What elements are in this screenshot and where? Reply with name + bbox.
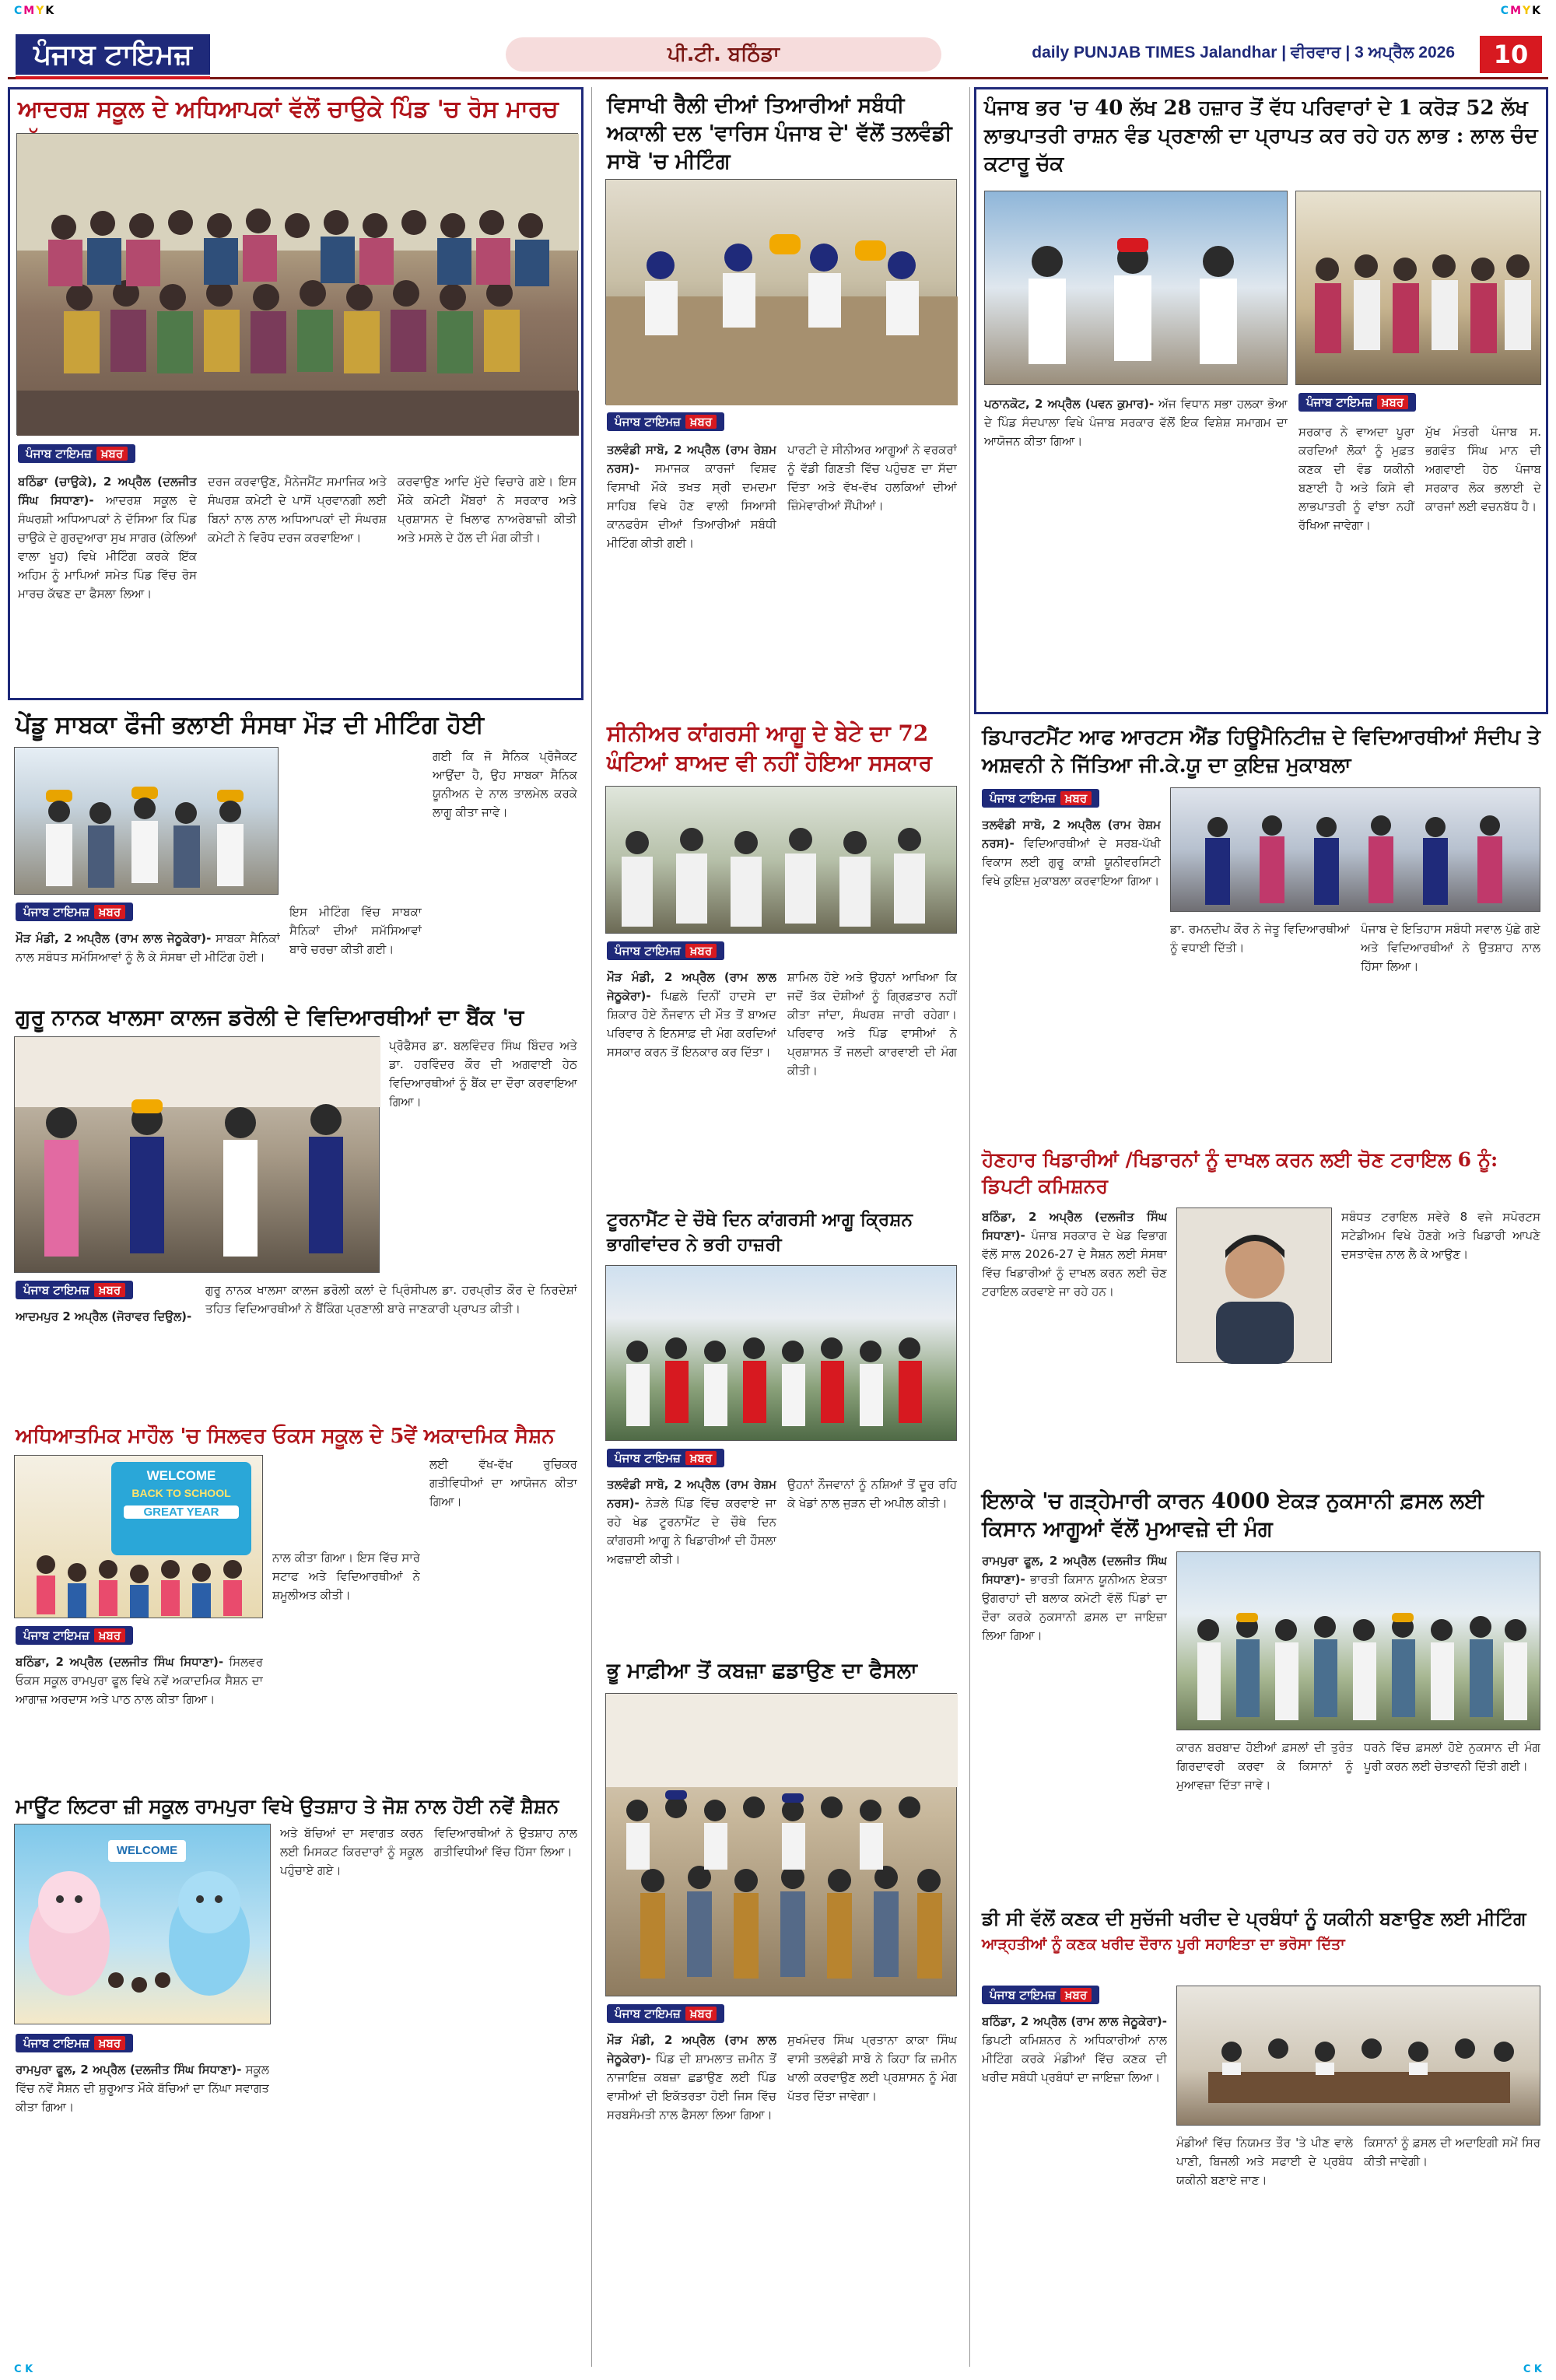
article-columns [607,1475,957,1642]
article-land-mafia [599,1651,965,2367]
article-headline: ਪੰਜਾਬ ਭਰ 'ਚ 40 ਲੱਖ 28 ਹਜ਼ਾਰ ਤੋਂ ਵੱਧ ਪਰਿਵਾਰਾਂ ਦੇ 1 ਕਰੋੜ 52 ਲੱਖ ਲਾਭਪਾਤਰੀ ਰਾਸ਼ਨ ਵੰਡ ਪ੍ਰਣਾਲੀ ਦਾ ਪ੍ਰਾਪਤ ਕਰ ਰਹੇ ਹਨ ਲਾਭ : ਲਾਲ ਚੰਦ ਕਟਾਰੂ ਚੱਕ [984,96,1538,176]
article-text-col1 [982,1551,1167,1891]
newspaper-logo: ਪੰਜਾਬ ਟਾਇਮਜ਼ [16,34,210,75]
column-divider [591,87,592,2367]
tag-label: ਪੰਜਾਬ ਟਾਇਮਜ਼ [23,2036,89,2050]
article-headline: ਪੇਂਡੂ ਸਾਬਕਾ ਫੌਜੀ ਭਲਾਈ ਸੰਸਥਾ ਮੌੜ ਦੀ ਮੀਟਿੰਗ ਹੋਈ [16,711,485,739]
dc-meeting-photo [1176,1986,1540,2126]
article-bank-training-visit [8,997,584,1414]
tag-kind: ਖ਼ਬਰ [1060,791,1092,805]
school-mascots-photo [14,1824,271,2024]
officials-illustration [985,191,1288,386]
article-headline: ਟੂਰਨਾਮੈਂਟ ਦੇ ਚੌਥੇ ਦਿਨ ਕਾਂਗਰਸੀ ਆਗੂ ਕ੍ਰਿਸ਼ਨ ਭਾਗੀਵਾਂਦਰ ਨੇ ਭਰੀ ਹਾਜ਼ਰੀ [607,1209,913,1255]
article-text: ਸਾਬਕਾ ਸੈਨਿਕਾਂ ਨਾਲ ਸਬੰਧਤ ਸਮੱਸਿਆਵਾਂ ਨੂੰ ਲੈ ਕੇ ਸੰਸਥਾ ਦੀ ਮੀਟਿੰਗ ਹੋਈ। [16,931,280,964]
tag-kind: ਖ਼ਬਰ [94,1628,125,1642]
article-text-col3: ਵਿਦਿਆਰਥੀਆਂ ਨੇ ਉਤਸ਼ਾਹ ਨਾਲ ਗਤੀਵਿਧੀਆਂ ਵਿੱਚ ਹਿੱਸਾ ਲਿਆ। [434,1826,577,1859]
village-meeting-photo [605,1693,957,1996]
news-tag [607,412,724,431]
article-columns [1176,1738,1540,1891]
tag-label: ਪੰਜਾਬ ਟਾਇਮਜ਼ [23,1283,89,1297]
article-text-col3: ਲਈ ਵੱਖ-ਵੱਖ ਰੁਚਿਕਰ ਗਤੀਵਿਧੀਆਂ ਦਾ ਆਯੋਜਨ ਕੀਤਾ ਗਿਆ। [429,1457,577,1509]
article-text-col1 [982,815,1161,1127]
article-text-col3: ਮੁੱਖ ਮੰਤਰੀ ਪੰਜਾਬ ਸ. ਭਗਵੰਤ ਸਿੰਘ ਮਾਨ ਦੀ ਅਗਵਾਈ ਹੇਠ ਪੰਜਾਬ ਸਰਕਾਰ ਲੋਕ ਭਲਾਈ ਦੇ ਕਾਰਜਾਂ ਲਈ ਵਚਨਬੱਧ ਹੈ। [1425,425,1541,514]
article-text-col2 [787,968,957,1194]
article-columns [607,968,957,1194]
article-tournament-congress [599,1203,965,1646]
article-text-col1 [607,1475,776,1642]
news-tag [1298,393,1416,412]
article-text: ਵਿਦਿਆਰਥੀਆਂ ਦੇ ਸਰਬ-ਪੱਖੀ ਵਿਕਾਸ ਲਈ ਗੁਰੂ ਕਾਸ਼ੀ ਯੂਨੀਵਰਸਿਟੀ ਵਿਖੇ ਕੁਇਜ਼ ਮੁਕਾਬਲਾ ਕਰਵਾਇਆ ਗਿਆ। [982,836,1161,888]
article-text: ਨੇੜਲੇ ਪਿੰਡ ਵਿੱਚ ਕਰਵਾਏ ਜਾ ਰਹੇ ਖੇਡ ਟੂਰਨਾਮੈਂਟ ਦੇ ਚੌਥੇ ਦਿਨ ਕਾਂਗਰਸੀ ਆਗੂ ਨੇ ਖਿਡਾਰੀਆਂ ਦੀ ਹੌਸਲਾ ਅਫਜ਼ਾਈ ਕੀਤੀ। [607,1496,776,1566]
article-dateline: ਬਠਿੰਡਾ, 2 ਅਪ੍ਰੈਲ (ਰਾਮ ਲਾਲ ਜੇਠੂਕੇਰਾ)- [982,2014,1167,2028]
article-text-col1 [982,1208,1167,1472]
article-text-col1 [607,968,776,1194]
article-text-col1 [16,929,280,988]
article-text: ਪੰਜਾਬ ਸਰਕਾਰ ਦੇ ਖੇਡ ਵਿਭਾਗ ਵੱਲੋਂ ਸਾਲ 2026-27 ਦੇ ਸੈਸ਼ਨ ਲਈ ਸੰਸਥਾ ਵਿੱਚ ਖਿਡਾਰੀਆਂ ਨੂੰ ਦਾਖਲ ਕਰਨ ਲਈ ਚੋਣ ਟਰਾਇਲ ਕਰਵਾਏ ਜਾ ਰਹੇ ਹਨ। [982,1229,1167,1299]
article-headline: ਇਲਾਕੇ 'ਚ ਗੜ੍ਹੇਮਾਰੀ ਕਾਰਨ 4000 ਏਕੜ ਨੁਕਸਾਨੀ ਫ਼ਸਲ ਲਈ ਕਿਸਾਨ ਆਗੂਆਂ ਵੱਲੋਂ ਮੁਆਵਜ਼ੇ ਦੀ ਮੰਗ [982,1489,1484,1541]
banner-great-year-text: GREAT YEAR [124,1505,239,1519]
event-photo-crowd [1295,191,1541,385]
article-dateline: ਰਾਮਪੁਰਾ ਫੂਲ, 2 ਅਪ੍ਰੈਲ (ਦਲਜੀਤ ਸਿੰਘ ਸਿਧਾਣਾ)- [982,1554,1167,1586]
news-tag [607,941,724,960]
news-tag [607,1449,724,1467]
tag-kind: ਖ਼ਬਰ [685,415,717,429]
conference-room-illustration [1177,1986,1541,2126]
ex-servicemen-illustration [15,748,279,896]
tag-kind: ਖ਼ਬਰ [94,2036,125,2050]
article-headline: ਆਦਰਸ਼ ਸਕੂਲ ਦੇ ਅਧਿਆਪਕਾਂ ਵੱਲੋਂ ਚਾਉਕੇ ਪਿੰਡ 'ਚ ਰੋਸ ਮਾਰਚ [18,96,559,123]
article-dateline: ਤਲਵੰਡੀ ਸਾਬੋ, 2 ਅਪ੍ਰੈਲ (ਰਾਮ ਰੇਸ਼ਮ ਨਰਸ)- [607,443,776,475]
news-tag [982,789,1099,808]
crowd-illustration [1296,191,1542,386]
tag-kind: ਖ਼ਬਰ [94,905,125,919]
tag-kind: ਖ਼ਬਰ [1060,1988,1092,2002]
village-meeting-illustration [606,1694,958,1997]
article-congress-leader-son [599,714,965,1197]
section-title: ਪੀ.ਟੀ. ਬਠਿੰਡਾ [506,37,941,72]
article-columns [1170,920,1540,1130]
article-text-col2: ਦਰਜ ਕਰਵਾਉਣ, ਮੈਨੇਜਮੈਂਟ ਸਮਾਜਿਕ ਅਤੇ ਸੰਘਰਸ਼ ਕਮੇਟੀ ਦੇ ਪਾਸੋਂ ਪ੍ਰਵਾਨਗੀ ਲਈ ਬਿਨਾਂ ਨਾਲ ਨਾਲ ਅਧਿਆਪਕਾਂ ਦੀ ਸੰਘਰਸ਼ ਕਮੇਟੀ ਨੇ ਵਿਰੋਧ ਦਰਜ ਕਰਵਾਇਆ। [208,475,387,545]
tag-label: ਪੰਜਾਬ ਟਾਇਮਜ਼ [23,905,89,919]
news-tag [16,1626,133,1645]
article-headline: ਵਿਸਾਖੀ ਰੈਲੀ ਦੀਆਂ ਤਿਆਰੀਆਂ ਸਬੰਧੀ ਅਕਾਲੀ ਦਲ 'ਵਾਰਿਸ ਪੰਜਾਬ ਦੇ' ਵੱਲੋਂ ਤਲਵੰਡੀ ਸਾਬੋ 'ਚ ਮੀਟਿੰਗ [607,93,952,174]
article-headline: ਭੂ ਮਾਫ਼ੀਆ ਤੋਂ ਕਬਜ਼ਾ ਛਡਾਉਣ ਦਾ ਫੈਸਲਾ [607,1659,917,1683]
article-wheat-procurement-meeting [974,1902,1548,2367]
gathering-illustration [606,787,958,934]
article-text-col2: ਨਾਲ ਕੀਤਾ ਗਿਆ। ਇਸ ਵਿੱਚ ਸਾਰੇ ਸਟਾਫ ਅਤੇ ਵਿਦਿਆਰਥੀਆਂ ਨੇ ਸ਼ਮੂਲੀਅਤ ਕੀਤੀ। [272,1551,420,1602]
article-text: ਪਿਛਲੇ ਦਿਨੀਂ ਹਾਦਸੇ ਦਾ ਸ਼ਿਕਾਰ ਹੋਏ ਨੌਜਵਾਨ ਦੀ ਮੌਤ ਤੋਂ ਬਾਅਦ ਪਰਿਵਾਰ ਨੇ ਇਨਸਾਫ਼ ਦੀ ਮੰਗ ਕਰਦਿਆਂ ਸਸਕਾਰ ਕਰਨ ਤੋਂ ਇਨਕਾਰ ਕਰ ਦਿੱਤਾ। [607,989,776,1059]
article-gku-quiz [974,719,1548,1136]
masthead [8,31,1548,79]
school-children-photo [14,1455,263,1618]
article-columns [607,440,957,705]
tag-kind: ਖ਼ਬਰ [685,2007,717,2021]
article-dateline-block [16,1307,196,1410]
article-text-col1 [16,2060,269,2362]
article-subheadline: ਆੜ੍ਹਤੀਆਂ ਨੂੰ ਕਣਕ ਖਰੀਦ ਦੌਰਾਨ ਪੂਰੀ ਸਹਾਇਤਾ ਦਾ ਭਰੋਸਾ ਦਿੱਤਾ [982,1936,1345,1953]
group-photo [16,133,578,435]
mascots-illustration [15,1824,272,2025]
article-ex-servicemen-meeting [8,705,584,993]
article-text: ਆਦਰਸ਼ ਸਕੂਲ ਦੇ ਸੰਘਰਸ਼ੀ ਅਧਿਆਪਕਾਂ ਨੇ ਦੱਸਿਆ ਕਿ ਪਿੰਡ ਚਾਉਕੇ ਦੇ ਗੁਰਦੁਆਰਾ ਸੁਖ ਸਾਗਰ (ਕੇਲਿਆਂ ਵਾਲਾ ਖੂਹ) ਵਿਖੇ ਮੀਟਿੰਗ ਕਰਕੇ ਇੱਕ ਅਹਿਮ ਨੂੰ ਮਾਪਿਆਂ ਸਮੇਤ ਪਿੰਡ ਵਿੱਚ ਰੋਸ ਮਾਰਚ ਕੱਢਣ ਦਾ ਫੈਸਲਾ ਲਿਆ। [18,493,197,601]
article-columns [18,472,576,695]
article-columns [1176,2133,1540,2362]
article-sports-trials [974,1142,1548,1477]
article-headline: ਸੀਨੀਅਰ ਕਾਂਗਰਸੀ ਆਗੂ ਦੇ ਬੇਟੇ ਦਾ 72 ਘੰਟਿਆਂ ਬਾਅਦ ਵੀ ਨਹੀਂ ਹੋਇਆ ਸਸਕਾਰ [607,720,933,776]
article-text: ਸ਼ਾਮਿਲ ਹੋਏ ਅਤੇ ਉਹਨਾਂ ਆਖਿਆ ਕਿ ਜਦੋਂ ਤੱਕ ਦੋਸ਼ੀਆਂ ਨੂੰ ਗ੍ਰਿਫ਼ਤਾਰ ਨਹੀਂ ਕੀਤਾ ਜਾਂਦਾ, ਸੰਘਰਸ਼ ਜਾਰੀ ਰਹੇਗਾ। [787,970,957,1022]
article-text-col2: ਸੁਖਮੰਦਰ ਸਿੰਘ ਪ੍ਰਤਾਨਾ ਕਾਕਾ ਸਿੰਘ ਵਾਸੀ ਤਲਵੰਡੀ ਸਾਬੋ ਨੇ ਕਿਹਾ ਕਿ ਜ਼ਮੀਨ ਖਾਲੀ ਕਰਵਾਉਣ ਲਈ ਪ੍ਰਸ਼ਾਸਨ ਨੂੰ ਮੰਗ ਪੱਤਰ ਦਿੱਤਾ ਜਾਵੇਗਾ। [787,2033,957,2103]
banner-back-to-school-text: BACK TO SCHOOL [131,1487,231,1499]
article-headline: ਡੀ ਸੀ ਵੱਲੋਂ ਕਣਕ ਦੀ ਸੁਚੱਜੀ ਖਰੀਦ ਦੇ ਪ੍ਰਬੰਧਾਂ ਨੂੰ ਯਕੀਨੀ ਬਣਾਉਣ ਲਈ ਮੀਟਿੰਗ [982,1907,1526,1930]
farmers-illustration [1177,1552,1541,1731]
color-registration-mark-left: CMYK [14,5,56,17]
welcome-banner: WELCOME [108,1840,186,1862]
article-text-col2: ਸਰਕਾਰ ਨੇ ਵਾਅਦਾ ਪੂਰਾ ਕਰਦਿਆਂ ਲੋਕਾਂ ਨੂੰ ਮੁਫ਼ਤ ਕਣਕ ਦੀ ਵੰਡ ਯਕੀਨੀ ਬਣਾਈ ਹੈ ਅਤੇ ਕਿਸੇ ਵੀ ਲਾਭਪਾਤਰੀ ਨੂੰ ਵਾਂਝਾ ਨਹੀਂ ਰੱਖਿਆ ਜਾਵੇਗਾ। [1298,425,1414,532]
tag-label: ਪੰਜਾਬ ਟਾਇਮਜ਼ [23,1628,89,1642]
article-text: ਭਾਰਤੀ ਕਿਸਾਨ ਯੂਨੀਅਨ ਏਕਤਾ ਉਗਰਾਹਾਂ ਦੀ ਬਲਾਕ ਕਮੇਟੀ ਵੱਲੋਂ ਪਿੰਡਾਂ ਦਾ ਦੌਰਾ ਕਰਕੇ ਨੁਕਸਾਨੀ ਫ਼ਸਲ ਦਾ ਜਾਇਜ਼ਾ ਲਿਆ ਗਿਆ। [982,1572,1167,1642]
quiz-winners-illustration [1171,788,1541,913]
article-dateline: ਬਠਿੰਡਾ, 2 ਅਪ੍ਰੈਲ (ਦਲਜੀਤ ਸਿੰਘ ਸਿਧਾਣਾ)- [982,1210,1167,1243]
logo-underline [16,76,210,79]
tag-kind: ਖ਼ਬਰ [94,1283,125,1297]
article-text-col2: ਕਾਰਨ ਬਰਬਾਦ ਹੋਈਆਂ ਫ਼ਸਲਾਂ ਦੀ ਤੁਰੰਤ ਗਿਰਦਾਵਰੀ ਕਰਵਾ ਕੇ ਕਿਸਾਨਾਂ ਨੂੰ ਮੁਆਵਜ਼ਾ ਦਿੱਤਾ ਜਾਵੇ। [1176,1740,1353,1792]
news-tag [607,2004,724,2023]
portrait-illustration [1177,1208,1333,1364]
tag-label: ਪੰਜਾਬ ਟਾਇਮਜ਼ [990,1988,1056,2002]
article-text-col3: ਕਰਵਾਉਣ ਆਦਿ ਮੁੱਦੇ ਵਿਚਾਰੇ ਗਏ। ਇਸ ਮੌਕੇ ਕਮੇਟੀ ਮੈਂਬਰਾਂ ਨੇ ਸਰਕਾਰ ਅਤੇ ਪ੍ਰਸ਼ਾਸਨ ਦੇ ਖਿਲਾਫ ਨਾਅਰੇਬਾਜ਼ੀ ਕੀਤੀ ਅਤੇ ਮਸਲੇ ਦੇ ਹੱਲ ਦੀ ਮੰਗ ਕੀਤੀ। [398,475,576,545]
footer-color-mark-left: C K [14,2364,33,2375]
news-tag [18,444,135,463]
article-hailstorm-compensation [974,1483,1548,1895]
article-headline: ਡਿਪਾਰਟਮੈਂਟ ਆਫ ਆਰਟਸ ਐਂਡ ਹਿਊਮੈਨਿਟੀਜ਼ ਦੇ ਵਿਦਿਆਰਥੀਆਂ ਸੰਦੀਪ ਤੇ ਅਸ਼ਵਨੀ ਨੇ ਜਿੱਤਿਆ ਜੀ.ਕੇ.ਯੂ ਦਾ ਕੁਇਜ਼ ਮੁਕਾਬਲਾ [982,726,1540,777]
article-columns [607,2031,957,2362]
column-divider [969,87,970,2367]
tag-kind: ਖ਼ਬਰ [96,447,128,461]
meeting-photo [14,747,279,895]
article-text-col1 [984,394,1288,706]
article-headline: ਹੋਣਹਾਰ ਖਿਡਾਰੀਆਂ /ਖਿਡਾਰਨਾਂ ਨੂੰ ਦਾਖਲ ਕਰਨ ਲਈ ਚੋਣ ਟਰਾਇਲ 6 ਨੂੰ: ਡਿਪਟੀ ਕਮਿਸ਼ਨਰ [982,1148,1498,1197]
tag-label: ਪੰਜਾਬ ਟਾਇਮਜ਼ [26,447,92,461]
article-text-col2: ਡਾ. ਰਮਨਦੀਪ ਕੌਰ ਨੇ ਜੇਤੂ ਵਿਦਿਆਰਥੀਆਂ ਨੂੰ ਵਧਾਈ ਦਿੱਤੀ। [1170,922,1350,955]
article-text-col2: ਮੰਡੀਆਂ ਵਿੱਚ ਨਿਯਮਤ ਤੌਰ 'ਤੇ ਪੀਣ ਵਾਲੇ ਪਾਣੀ, ਬਿਜਲੀ ਅਤੇ ਸਫਾਈ ਦੇ ਪ੍ਰਬੰਧ ਯਕੀਨੀ ਬਣਾਏ ਜਾਣ। [1176,2136,1353,2187]
tag-label: ਪੰਜਾਬ ਟਾਇਮਜ਼ [1306,395,1372,409]
article-text-col2: ਉਹਨਾਂ ਨੌਜਵਾਨਾਂ ਨੂੰ ਨਸ਼ਿਆਂ ਤੋਂ ਦੂਰ ਰਹਿ ਕੇ ਖੇਡਾਂ ਨਾਲ ਜੁੜਨ ਦੀ ਅਪੀਲ ਕੀਤੀ। [787,1477,957,1510]
article-text: ਅੱਜ ਵਿਧਾਨ ਸਭਾ ਹਲਕਾ ਭੋਆ ਦੇ ਪਿੰਡ ਸੰਦਪਾਲਾ ਵਿਖੇ ਪੰਜਾਬ ਸਰਕਾਰ ਵੱਲੋਂ ਇਕ ਵਿਸ਼ੇਸ਼ ਸਮਾਗਮ ਦਾ ਆਯੋਜਨ ਕੀਤਾ ਗਿਆ। [984,397,1288,448]
news-tag [16,903,133,921]
tag-label: ਪੰਜਾਬ ਟਾਇਮਜ਼ [615,2007,681,2021]
article-text-col3: ਗਈ ਕਿ ਜੋ ਸੈਨਿਕ ਪ੍ਰੋਜੈਕਟ ਆਉਂਦਾ ਹੈ, ਉਹ ਸਾਬਕਾ ਸੈਨਿਕ ਯੂਨੀਅਨ ਦੇ ਨਾਲ ਤਾਲਮੇਲ ਕਰਕੇ ਲਾਗੂ ਕੀਤਾ ਜਾਵੇ। [433,749,577,819]
article-text-col1 [607,440,776,705]
group-people-illustration [17,134,579,436]
article-text-col1 [18,472,197,695]
article-text-col2: ਗੁਰੂ ਨਾਨਕ ਖਾਲਸਾ ਕਾਲਜ ਡਰੋਲੀ ਕਲਾਂ ਦੇ ਪ੍ਰਿੰਸੀਪਲ ਡਾ. ਹਰਪ੍ਰੀਤ ਕੌਰ ਦੇ ਨਿਰਦੇਸ਼ਾਂ ਤਹਿਤ ਵਿਦਿਆਰਥੀਆਂ ਨੇ ਬੈਂਕਿੰਗ ਪ੍ਰਣਾਲੀ ਬਾਰੇ ਜਾਣਕਾਰੀ ਪ੍ਰਾਪਤ ਕੀਤੀ। [205,1283,577,1316]
news-tag [982,1986,1099,2004]
children-illustration [15,1456,264,1619]
article-text-col2: ਸਬੰਧਤ ਟਰਾਇਲ ਸਵੇਰੇ 8 ਵਜੇ ਸਪੋਰਟਸ ਸਟੇਡੀਅਮ ਵਿਖੇ ਹੋਣਗੇ ਅਤੇ ਖਿਡਾਰੀ ਆਪਣੇ ਦਸਤਾਵੇਜ਼ ਨਾਲ ਲੈ ਕੇ ਆਉਣ। [1341,1210,1540,1261]
article-dateline: ਤਲਵੰਡੀ ਸਾਬੋ, 2 ਅਪ੍ਰੈਲ (ਰਾਮ ਰੇਸ਼ਮ ਨਰਸ)- [607,1477,776,1510]
article-text: ਸਕੂਲ ਵਿੱਚ ਨਵੇਂ ਸੈਸ਼ਨ ਦੀ ਸ਼ੁਰੂਆਤ ਮੌਕੇ ਬੱਚਿਆਂ ਦਾ ਨਿੱਘਾ ਸਵਾਗਤ ਕੀਤਾ ਗਿਆ। [16,2063,269,2114]
tag-label: ਪੰਜਾਬ ਟਾਇਮਜ਼ [990,791,1056,805]
deputy-commissioner-portrait [1176,1208,1332,1363]
meeting-photo [605,179,957,405]
page-number: 10 [1480,36,1542,73]
tournament-illustration [606,1266,958,1442]
article-columns [1298,422,1541,707]
article-dateline: ਮੌੜ ਮੰਡੀ, 2 ਅਪ੍ਰੈਲ (ਰਾਮ ਲਾਲ ਜੇਠੂਕੇਰਾ)- [607,970,776,1003]
article-akali-dal-meeting [599,87,965,710]
tag-label: ਪੰਜਾਬ ਟਾਇਮਜ਼ [615,944,681,958]
banner-welcome-text: WELCOME [146,1468,216,1483]
article-text-col3: ਪੰਜਾਬ ਦੇ ਇਤਿਹਾਸ ਸਬੰਧੀ ਸਵਾਲ ਪੁੱਛੇ ਗਏ ਅਤੇ ਵਿਦਿਆਰਥੀਆਂ ਨੇ ਉਤਸ਼ਾਹ ਨਾਲ ਹਿੱਸਾ ਲਿਆ। [1361,922,1540,973]
article-dateline: ਮੌੜ ਮੰਡੀ, 2 ਅਪ੍ਰੈਲ (ਰਾਮ ਲਾਲ ਜੇਠੂਕੇਰਾ)- [607,2033,776,2066]
article-text-col1 [16,1653,263,1777]
article-text-col3: ਧਰਨੇ ਵਿੱਚ ਫ਼ਸਲਾਂ ਹੋਏ ਨੁਕਸਾਨ ਦੀ ਮੰਗ ਪੂਰੀ ਕਰਨ ਲਈ ਚੇਤਾਵਨੀ ਦਿੱਤੀ ਗਈ। [1364,1740,1540,1773]
article-headline: ਮਾਊਂਟ ਲਿਟਰਾ ਜ਼ੀ ਸਕੂਲ ਰਾਮਪੁਰਾ ਵਿਖੇ ਉਤਸ਼ਾਹ ਤੇ ਜੋਸ਼ ਨਾਲ ਹੋਈ ਨਵੇਂ ਸ਼ੈਸ਼ਨ [16,1795,559,1817]
article-text: ਸਮਾਜਕ ਕਾਰਜਾਂ ਵਿਸ਼ਵ ਵਿਸਾਖੀ ਮੌਕੇ ਤਖਤ ਸ੍ਰੀ ਦਮਦਮਾ ਸਾਹਿਬ ਵਿਖੇ ਹੋਣ ਵਾਲੀ ਸਿਆਸੀ ਕਾਨਫਰੰਸ ਦੀਆਂ ਤਿਆਰੀਆਂ ਸਬੰਧੀ ਮੀਟਿੰਗ ਕੀਤੀ ਗਈ। [607,461,776,550]
article-text: ਸਿਲਵਰ ਓਕਸ ਸਕੂਲ ਰਾਮਪੁਰਾ ਫੂਲ ਵਿਖੇ ਨਵੇਂ ਅਕਾਦਮਿਕ ਸੈਸ਼ਨ ਦਾ ਆਗਾਜ਼ ਅਰਦਾਸ ਅਤੇ ਪਾਠ ਨਾਲ ਕੀਤਾ ਗਿਆ। [16,1655,263,1706]
tag-kind: ਖ਼ਬਰ [685,1451,717,1465]
article-text: ਪਿੰਡ ਦੀ ਸ਼ਾਮਲਾਤ ਜ਼ਮੀਨ ਤੋਂ ਨਾਜਾਇਜ਼ ਕਬਜ਼ਾ ਛਡਾਉਣ ਲਈ ਪਿੰਡ ਵਾਸੀਆਂ ਦੀ ਇਕੱਤਰਤਾ ਹੋਈ ਜਿਸ ਵਿੱਚ ਸਰਬਸੰਮਤੀ ਨਾਲ ਫੈਸਲਾ ਲਿਆ ਗਿਆ। [607,2052,776,2122]
quiz-winners-photo [1170,787,1540,912]
article-dateline: ਪਠਾਨਕੋਟ, 2 ਅਪ੍ਰੈਲ (ਪਵਨ ਕੁਮਾਰ)- [984,397,1155,411]
color-registration-mark-right: CMYK [1500,5,1542,17]
article-text-col2: ਅਤੇ ਬੱਚਿਆਂ ਦਾ ਸਵਾਗਤ ਕਰਨ ਲਈ ਮਿਸਕਟ ਕਿਰਦਾਰਾਂ ਨੂੰ ਸਕੂਲ ਪਹੁੰਚਾਏ ਗਏ। [280,1826,423,1877]
farmers-photo [1176,1551,1540,1730]
article-dateline: ਬਠਿੰਡਾ (ਚਾਉਕੇ), 2 ਅਪ੍ਰੈਲ (ਦਲਜੀਤ ਸਿੰਘ ਸਿਧਾਣਾ)- [18,475,197,507]
tag-label: ਪੰਜਾਬ ਟਾਇਮਜ਼ [615,1451,681,1465]
article-dateline: ਬਠਿੰਡਾ, 2 ਅਪ੍ਰੈਲ (ਦਲਜੀਤ ਸਿੰਘ ਸਿਧਾਣਾ)- [16,1655,224,1669]
bank-visit-illustration [15,1037,380,1274]
article-text-col3: ਕਿਸਾਨਾਂ ਨੂੰ ਫ਼ਸਲ ਦੀ ਅਦਾਇਗੀ ਸਮੇਂ ਸਿਰ ਕੀਤੀ ਜਾਵੇਗੀ। [1364,2136,1540,2168]
article-headline: ਗੁਰੂ ਨਾਨਕ ਖਾਲਸਾ ਕਾਲਜ ਡਰੋਲੀ ਦੇ ਵਿਦਿਆਰਥੀਆਂ ਦਾ ਬੈਂਕ 'ਚ [16,1004,524,1030]
meeting-illustration [606,180,958,405]
tag-kind: ਖ਼ਬਰ [1377,395,1408,409]
event-photo-main [984,191,1288,385]
article-text-col1: ਪ੍ਰੋਫੈਸਰ ਡਾ. ਬਲਵਿੰਦਰ ਸਿੰਘ ਬਿੰਦਰ ਅਤੇ ਡਾ. ਹਰਵਿੰਦਰ ਕੌਰ ਦੀ ਅਗਵਾਈ ਹੇਠ ਵਿਦਿਆਰਥੀਆਂ ਨੂੰ ਬੈਂਕ ਦਾ ਦੌਰਾ ਕਰਵਾਇਆ ਗਿਆ। [389,1039,577,1109]
news-tag [16,2034,133,2052]
article-dateline: ਆਦਮਪੁਰ 2 ਅਪ੍ਰੈਲ (ਜੋਰਾਵਰ ਦਿਉਲ)- [16,1309,192,1323]
article-text-col1 [607,2031,776,2362]
article-silver-oaks-session [8,1416,584,1782]
article-text-col2: ਇਸ ਮੀਟਿੰਗ ਵਿੱਚ ਸਾਬਕਾ ਸੈਨਿਕਾਂ ਦੀਆਂ ਸਮੱਸਿਆਵਾਂ ਬਾਰੇ ਚਰਚਾ ਕੀਤੀ ਗਈ। [289,905,422,956]
news-tag [16,1281,133,1299]
article-text-extra: ਪਰਿਵਾਰ ਅਤੇ ਪਿੰਡ ਵਾਸੀਆਂ ਨੇ ਪ੍ਰਸ਼ਾਸਨ ਤੋਂ ਜਲਦੀ ਕਾਰਵਾਈ ਦੀ ਮੰਗ ਕੀਤੀ। [787,1026,957,1078]
article-mount-litera-session [8,1786,584,2367]
tag-label: ਪੰਜਾਬ ਟਾਇਮਜ਼ [615,415,681,429]
paper-dateline: daily PUNJAB TIMES Jalandhar | ਵੀਰਵਾਰ | 3 ਅਪ੍ਰੈਲ 2026 [1032,44,1455,61]
gathering-photo [605,786,957,934]
article-school-teachers-protest [8,87,584,700]
bank-visit-photo [14,1036,380,1273]
article-dateline: ਰਾਮਪੁਰਾ ਫੂਲ, 2 ਅਪ੍ਰੈਲ (ਦਲਜੀਤ ਸਿੰਘ ਸਿਧਾਣਾ)- [16,2063,242,2077]
tag-kind: ਖ਼ਬਰ [685,944,717,958]
article-ration-distribution [974,87,1548,714]
article-text-col2: ਪਾਰਟੀ ਦੇ ਸੀਨੀਅਰ ਆਗੂਆਂ ਨੇ ਵਰਕਰਾਂ ਨੂੰ ਵੱਡੀ ਗਿਣਤੀ ਵਿੱਚ ਪਹੁੰਚਣ ਦਾ ਸੱਦਾ ਦਿੱਤਾ ਅਤੇ ਵੱਖ-ਵੱਖ ਹਲਕਿਆਂ ਦੀਆਂ ਜ਼ਿੰਮੇਵਾਰੀਆਂ ਸੌਂਪੀਆਂ। [787,443,957,513]
article-text: ਡਿਪਟੀ ਕਮਿਸ਼ਨਰ ਨੇ ਅਧਿਕਾਰੀਆਂ ਨਾਲ ਮੀਟਿੰਗ ਕਰਕੇ ਮੰਡੀਆਂ ਵਿੱਚ ਕਣਕ ਦੀ ਖਰੀਦ ਸਬੰਧੀ ਪ੍ਰਬੰਧਾਂ ਦਾ ਜਾਇਜ਼ਾ ਲਿਆ। [982,2033,1167,2084]
article-dateline: ਤਲਵੰਡੀ ਸਾਬੋ, 2 ਅਪ੍ਰੈਲ (ਰਾਮ ਰੇਸ਼ਮ ਨਰਸ)- [982,818,1161,850]
article-headline: ਅਧਿਆਤਮਿਕ ਮਾਹੌਲ 'ਚ ਸਿਲਵਰ ਓਕਸ ਸਕੂਲ ਦੇ 5ਵੇਂ ਅਕਾਦਮਿਕ ਸੈਸ਼ਨ [16,1425,555,1448]
article-dateline: ਮੌੜ ਮੰਡੀ, 2 ਅਪ੍ਰੈਲ (ਰਾਮ ਲਾਲ ਜੇਠੂਕੇਰਾ)- [16,931,212,945]
article-text-col1 [982,2012,1167,2362]
tournament-photo [605,1265,957,1441]
footer-color-mark-right: C K [1523,2364,1542,2375]
